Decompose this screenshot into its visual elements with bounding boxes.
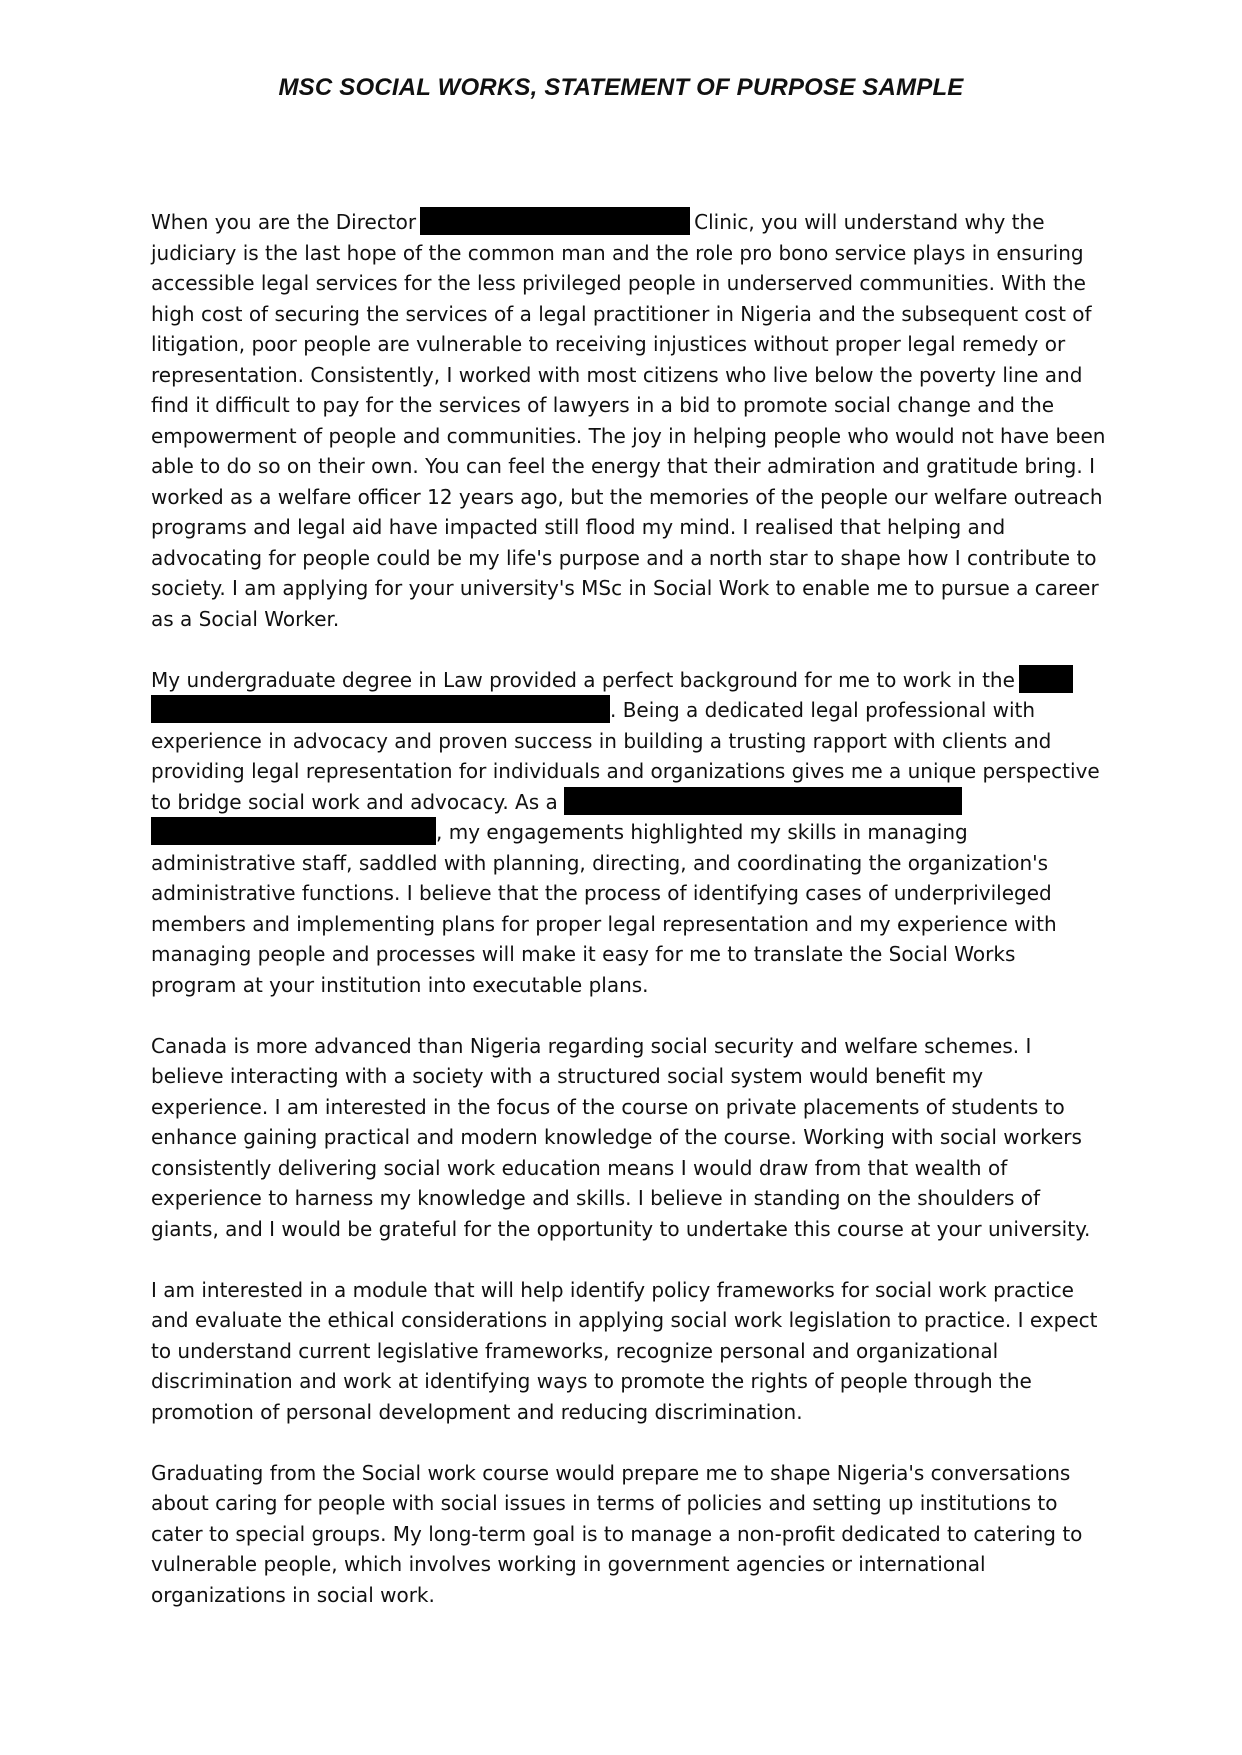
paragraph-5: Graduating from the Social work course would prepare me to shape Nigeria's conversations about caring for people with social issues in terms of policies and setting up institutions to cater to special groups. My long-term goal is to manage a non-profit dedicated to catering to vulnerable people, which involves working in government agencies or international organizations in social work.: [151, 1460, 1083, 1607]
redaction-block: [151, 695, 610, 723]
document-body: [151, 207, 1106, 1641]
paragraph-2-text-c: , my engagements highlighted my skills in managing administrative staff, saddled with planning, directing, and coordinating the organization's administrative functions. I believe that the process of identifying cases of underprivileged members and implementing plans for proper legal representation and my experience with managing people and processes will make it easy for me to translate the Social Works program at your institution into executable plans.: [151, 820, 1057, 997]
paragraph-1-text-a: When you are the Director: [151, 210, 417, 234]
redaction-block: [564, 787, 962, 815]
paragraph-1-text-b: Clinic, you will understand why the judiciary is the last hope of the common man and the role pro bono service plays in ensuring accessible legal services for the less privileged people in underserved communities. With the high cost of securing the services of a legal practitioner in Nigeria and the subsequent cost of litigation, poor people are vulnerable to receiving injustices without proper legal remedy or representation. Consistently, I worked with most citizens who live below the poverty line and find it difficult to pay for the services of lawyers in a bid to promote social change and the empowerment of people and communities. The joy in helping people who would not have been able to do so on their own. You can feel the energy that their admiration and gratitude bring. I worked as a welfare officer 12 years ago, but the memories of the people our welfare outreach programs and legal aid have impacted still flood my mind. I realised that helping and advocating for people could be my life's purpose and a north star to shape how I contribute to society. I am applying for your university's MSc in Social Work to enable me to pursue a career as a Social Worker.: [151, 210, 1106, 631]
paragraph-2-text-a: My undergraduate degree in Law provided a perfect background for me to work in the: [151, 667, 1015, 692]
page-title: MSC SOCIAL WORKS, STATEMENT OF PURPOSE SAMPLE: [278, 74, 964, 101]
redaction-block: [151, 817, 436, 845]
redaction-block: [1019, 665, 1073, 693]
paragraph-3: Canada is more advanced than Nigeria regarding social security and welfare schemes. I believe interacting with a society with a structured social system would benefit my experience. I am interested in the focus of the course on private placements of students to enhance gaining practical and modern knowledge of the course. Working with social workers consistently delivering social work education means I would draw from that wealth of experience to harness my knowledge and skills. I believe in standing on the shoulders of giants, and I would be grateful for the opportunity to undertake this course at your university.: [151, 1033, 1091, 1241]
paragraph-2-text-b: . Being a dedicated legal professional with experience in advocacy and proven success in building a trusting rapport with clients and providing legal representation for individuals and organizations gives me a unique perspective to bridge social work and advocacy. As a: [151, 698, 1100, 814]
paragraph-2: [151, 665, 1106, 1001]
paragraph-1: [151, 207, 1106, 634]
paragraph-4: I am interested in a module that will help identify policy frameworks for social work practice and evaluate the ethical considerations in applying social work legislation to practice. I expect to understand current legislative frameworks, recognize personal and organizational discrimination and work at identifying ways to promote the rights of people through the promotion of personal development and reducing discrimination.: [151, 1277, 1098, 1424]
redaction-block: [420, 207, 690, 235]
